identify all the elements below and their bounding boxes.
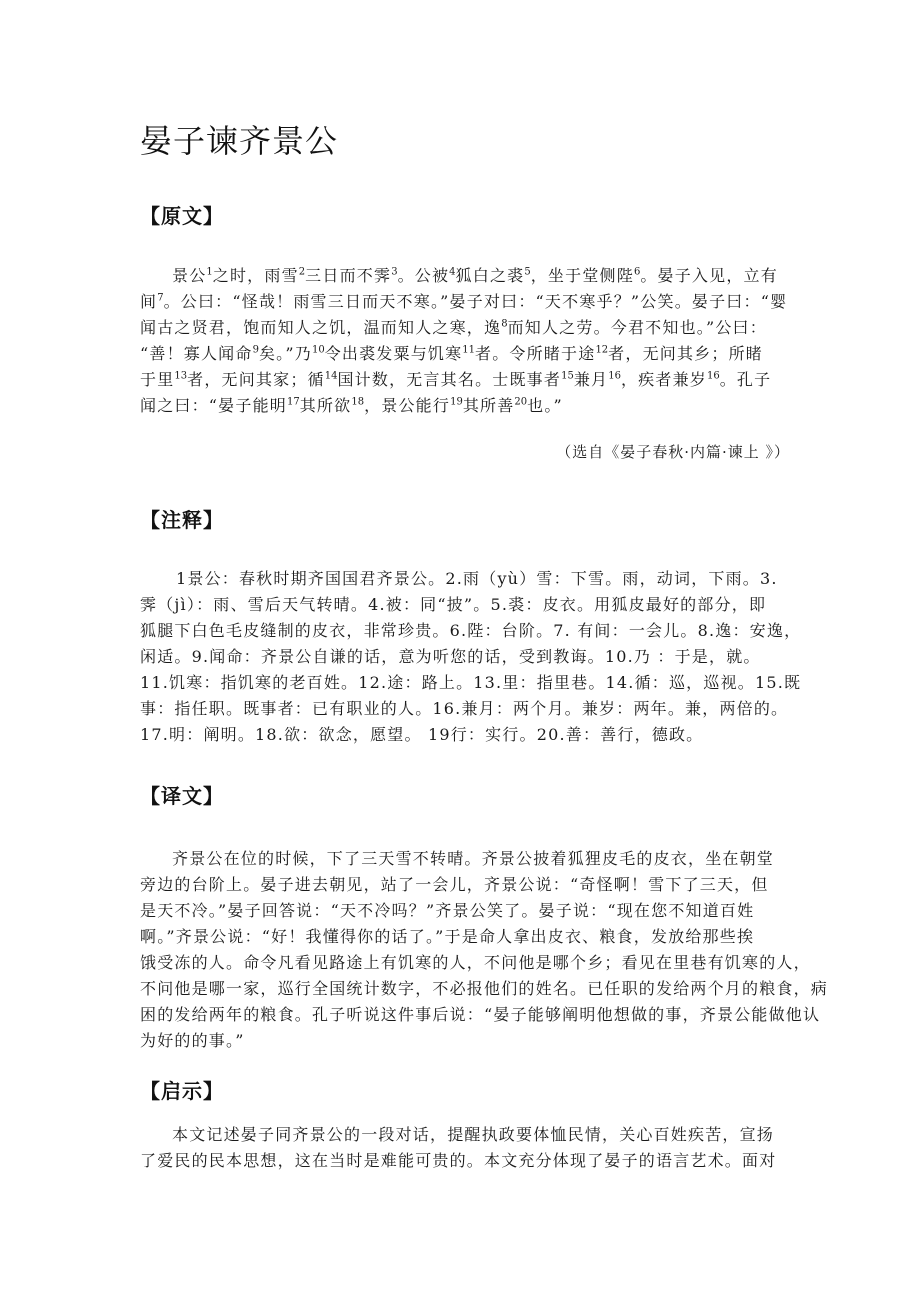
notes-line: 闲适。9.闻命：齐景公自谦的话，意为听您的话，受到教诲。10.乃 ：于是，就。 [140,647,761,666]
footnote-marker: 1 [206,266,213,278]
footnote-marker: 16 [608,370,621,382]
footnote-marker: 12 [595,344,609,356]
footnote-marker: 2 [298,266,306,278]
insight-line: 了爱民的民本思想，这在当时是难能可贵的。本文充分体现了晏子的语言艺术。面对 [140,1151,777,1170]
insight-line: 本文记述晏子同齐景公的一段对话，提醒执政要体恤民情，关心百姓疾苦，宣扬 [172,1125,775,1144]
notes-line: 17.明：阐明。18.欲：欲念，愿望。 19行：实行。20.善：善行，德政。 [140,725,704,744]
heading-insight: 【启示】 [140,1079,224,1103]
original-text-paragraph [140,263,788,419]
footnote-marker: 8 [501,318,508,330]
footnote-marker: 7 [157,292,164,304]
footnote-marker: 3 [391,266,398,278]
notes-line: 霁（jì）：雨、雪后天气转晴。4.被：同“披”。5.裘：皮衣。用狐皮最好的部分，即 [140,595,767,614]
original-text-line: 闻之曰：“晏子能明$^{17}$其所欲$^{18}$，景公能行$^{19}$其所善$^{20}$也。” [140,396,563,415]
heading-original-text: 【原文】 [140,204,224,228]
footnote-marker: 16 [706,370,720,382]
translation-line: 不问他是哪一家，巡行全国统计数字，不必报他们的姓名。已任职的发给两个月的粮食，病 [140,979,829,998]
footnote-marker: 14 [324,370,338,382]
footnote-marker: 11 [462,344,476,356]
footnote-marker: 10 [311,344,325,356]
notes-line: 事：指任职。既事者：已有职业的人。16.兼月：两个月。兼岁：两年。兼，两倍的。 [140,699,789,718]
notes-line: 11.饥寒：指饥寒的老百姓。12.途：路上。13.里：指里巷。14.循：巡，巡视。15.既 [140,673,802,692]
translation-line: 困的发给两年的粮食。孔子听说这件事后说：“晏子能够阐明他想做的事，齐景公能做他认 [140,1005,821,1024]
translation-line: 饿受冻的人。命令凡看见路途上有饥寒的人，不问他是哪个乡；看见在里巷有饥寒的人， [140,953,811,972]
insight-paragraph [140,1122,788,1174]
notes-line: 狐腿下白色毛皮缝制的皮衣，非常珍贵。6.陛：台阶。7. 有间：一会儿。8.逸：安逸， [140,621,802,640]
footnote-marker: 6 [633,266,641,278]
translation-paragraph [140,846,829,1054]
original-text-line: “善！寡人闻命$^9$矣。”乃$^{10}$令出裘发粟与饥寒$^{11}$者。令所睹于途$^{12}$者，无问其乡；所睹 [140,344,763,363]
footnote-marker: 18 [351,396,365,408]
translation-line: 齐景公在位的时候，下了三天雪不转晴。齐景公披着狐狸皮毛的皮衣，坐在朝堂 [172,849,775,868]
notes-paragraph [140,566,802,748]
footnote-marker: 13 [174,370,188,382]
heading-notes: 【注释】 [140,508,224,532]
translation-line: 是天不冷。”晏子回答说：“天不冷吗？”齐景公笑了。晏子说：“现在您不知道百姓 [140,901,755,920]
original-text-line: 闻古之贤君，饱而知人之饥，温而知人之寒，逸$^8$而知人之劳。今君不知也。”公曰： [140,318,767,337]
source-citation: （选自《晏子春秋·内篇·谏上 》） [556,443,790,461]
translation-line: 啊。”齐景公说：“好！我懂得你的话了。”于是命人拿出皮衣、粮食，发放给那些挨 [140,927,755,946]
original-text-line: 景公$^1$之时，雨雪$^2$三日而不霁$^3$。公被$^4$狐白之裘$^5$，坐于堂侧陛$^6$。晏子入见，立有 [172,266,778,285]
translation-line: 旁边的台阶上。晏子进去朝见，站了一会儿，齐景公说：“奇怪啊！雪下了三天，但 [140,875,769,894]
translation-line: 为好的的事。” [140,1031,245,1050]
footnote-marker: 17 [286,396,300,408]
footnote-marker: 15 [561,370,574,382]
footnote-marker: 20 [514,396,528,408]
footnote-marker: 5 [524,266,531,278]
document-title: 晏子谏齐景公 [140,122,339,160]
footnote-marker: 19 [450,396,463,408]
original-text-line: 间$^7$。公曰：“怪哉！雨雪三日而天不寒。”晏子对曰：“天不寒乎？”公笑。晏子曰：“婴 [140,292,788,311]
notes-line: 1景公：春秋时期齐国国君齐景公。2.雨（yù）雪：下雪。雨，动词，下雨。3. [176,569,778,588]
heading-translation: 【译文】 [140,784,224,808]
footnote-marker: 9 [252,344,259,356]
footnote-marker: 4 [449,266,456,278]
original-text-line: 于里$^{13}$者，无问其家；循$^{14}$国计数，无言其名。士既事者$^{15}$兼月$^{16}$，疾者兼岁$^{16}$。孔子 [140,370,772,389]
